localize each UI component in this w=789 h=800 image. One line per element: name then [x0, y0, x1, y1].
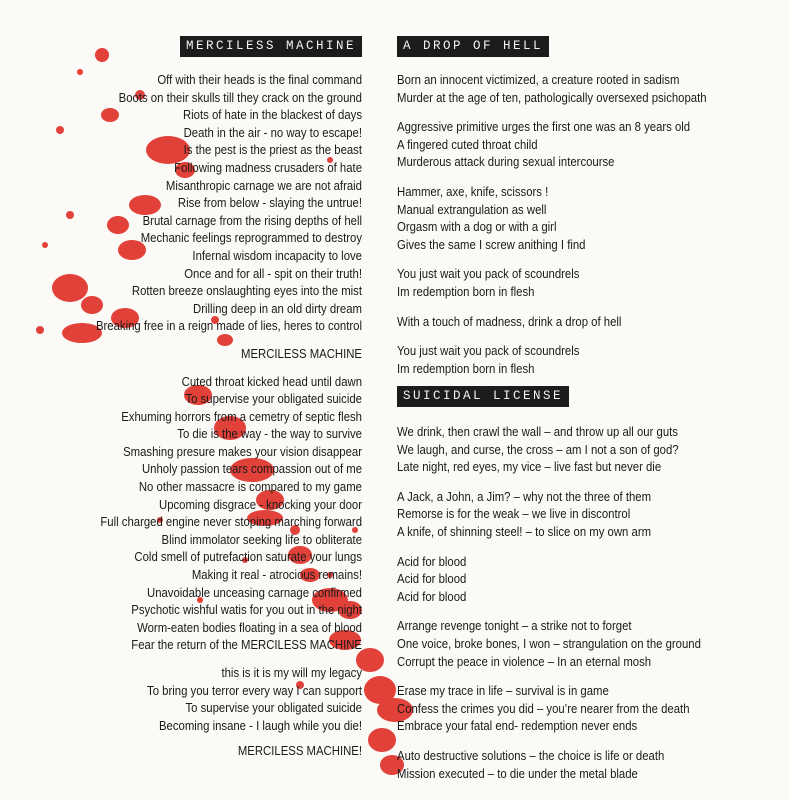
lyric-stanza [10, 345, 362, 363]
lyric-line: Off with their heads is the final command [157, 72, 362, 87]
lyric-line: Corrupt the peace in violence – In an eternal mosh [397, 653, 652, 669]
lyric-line: Erase my trace in life – survival is in game [397, 683, 609, 699]
lyric-line: Following madness crusaders of hate [174, 159, 362, 175]
lyric-line: MERCILESS MACHINE [240, 345, 362, 361]
lyric-line: Worm-eaten bodies floating in a sea of blood [137, 619, 362, 635]
lyric-stanza [10, 664, 362, 734]
lyric-stanza [397, 118, 782, 171]
lyric-line: Embrace your fatal end- redemption never ends [397, 718, 638, 734]
lyric-line: Rise from below - slaying the untrue! [177, 195, 362, 211]
song-header [10, 36, 362, 57]
a-drop-of-hell-column [397, 36, 782, 377]
lyric-line: Fear the return of the MERCILESS MACHINE [131, 637, 362, 653]
lyric-stanza [397, 265, 782, 300]
lyric-line: A Jack, a John, a Jim? – why not the three of them [397, 488, 652, 504]
suicidal-license-column [397, 386, 782, 782]
lyric-line: Gives the same I screw anithing I find [397, 236, 586, 252]
lyric-stanza [397, 747, 782, 782]
lyric-line: No other massacre is compared to my game [138, 479, 362, 495]
lyric-stanza [397, 183, 782, 253]
lyric-line: Rotten breeze onslaughting eyes into the mist [131, 283, 362, 299]
lyric-line: Infernal wisdom incapacity to love [192, 247, 362, 263]
lyric-line: Death in the air - no way to escape! [183, 124, 362, 140]
lyric-stanza [397, 488, 782, 541]
lyric-line: Misanthropic carnage we are not afraid [165, 177, 362, 193]
lyric-line: Hammer, axe, knife, scissors ! [397, 183, 549, 199]
lyric-line: Im redemption born in flesh [397, 360, 535, 376]
lyric-line: Acid for blood [397, 571, 467, 587]
lyric-line: Blind immolator seeking life to obliterate [161, 531, 362, 547]
lyric-line: Becoming insane - I laugh while you die! [158, 717, 362, 733]
lyric-line: Acid for blood [397, 553, 467, 569]
lyric-stanza [397, 423, 782, 476]
lyric-line: Once and for all - spit on their truth! [184, 265, 362, 281]
lyric-line: Upcoming disgrace - knocking your door [159, 496, 362, 512]
suicidal-license-title: SUICIDAL LICENSE [397, 386, 569, 407]
lyric-line: Mechanic feelings reprogrammed to destroy [140, 230, 362, 246]
lyric-line: To supervise your obligated suicide [185, 700, 362, 716]
lyric-line: Boots on their skulls till they crack on the ground [118, 89, 362, 105]
lyric-line: Breaking free in a reign made of lies, heres to control [95, 318, 363, 334]
lyric-line: Unholy passion tears compassion out of me [141, 461, 362, 477]
lyric-line: Exhuming horrors from a cemetry of septic flesh [121, 408, 362, 424]
lyric-line: Orgasm with a dog or with a girl [397, 219, 557, 235]
lyric-line: To supervise your obligated suicide [185, 391, 362, 407]
lyric-stanza [397, 71, 782, 106]
lyric-stanza [10, 71, 362, 335]
lyric-stanza [10, 742, 362, 760]
lyric-line: You just wait you pack of scoundrels [397, 343, 580, 359]
lyric-line: Im redemption born in flesh [397, 283, 535, 299]
lyric-stanza [397, 553, 782, 606]
lyric-line: Psychotic wishful watis for you out in the night [131, 602, 362, 618]
lyric-line: Drilling deep in an old dirty dream [193, 300, 362, 316]
lyric-line: Remorse is for the weak – we live in discontrol [397, 506, 631, 522]
lyric-stanza [397, 682, 782, 735]
lyric-line: Arrange revenge tonight – a strike not to forget [397, 618, 632, 634]
lyric-line: Is the pest is the priest as the beast [183, 142, 362, 158]
lyric-line: this is it is my will my legacy [221, 665, 362, 680]
lyric-line: Making it real - atrocious remains! [191, 567, 362, 583]
lyric-line: MERCILESS MACHINE! [237, 743, 362, 759]
lyric-line: You just wait you pack of scoundrels [397, 266, 580, 282]
lyric-stanza [10, 373, 362, 655]
lyric-line: Murderous attack during sexual intercourse [397, 154, 615, 170]
lyric-stanza [397, 342, 782, 377]
lyric-line: A fingered cuted throat child [397, 136, 538, 152]
lyric-stanza [397, 313, 782, 331]
lyric-line: One voice, broke bones, I won – strangulation on the ground [397, 635, 701, 651]
lyric-line: We drink, then crawl the wall – and throw up all our guts [397, 424, 678, 439]
lyric-line: Riots of hate in the blackest of days [182, 107, 362, 123]
lyric-line: To bring you terror every way I can support [147, 682, 362, 698]
lyric-line: Mission executed – to die under the metal blade [397, 765, 638, 781]
merciless-machine-column [10, 36, 362, 760]
lyric-line: Unavoidable unceasing carnage confirmed [147, 584, 362, 600]
lyric-line: Murder at the age of ten, pathologically oversexed psichopath [397, 89, 707, 105]
merciless-machine-title: MERCILESS MACHINE [180, 36, 362, 57]
lyric-line: Confess the crimes you did – you’re nearer from the death [397, 700, 690, 716]
lyric-line: Acid for blood [397, 588, 467, 604]
lyric-stanza [397, 617, 782, 670]
lyric-line: Late night, red eyes, my vice – live fast but never die [397, 459, 662, 475]
lyric-line: Cuted throat kicked head until dawn [181, 373, 362, 389]
lyric-line: A knife, of shinning steel! – to slice on my own arm [397, 523, 652, 539]
song-header [397, 36, 782, 57]
a-drop-of-hell-title: A DROP OF HELL [397, 36, 549, 57]
lyric-line: With a touch of madness, drink a drop of hell [397, 313, 622, 329]
lyric-line: Manual extrangulation as well [397, 201, 547, 217]
lyric-line: Auto destructive solutions – the choice is life or death [397, 747, 665, 763]
lyric-line: We laugh, and curse, the cross – am I not a son of god? [397, 441, 679, 457]
lyric-line: Cold smell of putrefaction saturate your lungs [134, 549, 362, 565]
song-header [397, 386, 782, 407]
lyric-line: Aggressive primitive urges the first one was an 8 years old [397, 119, 691, 135]
lyric-line: Smashing presure makes your vision disappear [123, 443, 362, 459]
lyric-line: Full charged engine never stoping marching forward [100, 514, 362, 530]
lyric-line: To die is the way - the way to survive [177, 426, 362, 442]
lyric-line: Born an innocent victimized, a creature rooted in sadism [397, 72, 680, 87]
lyric-line: Brutal carnage from the rising depths of hell [142, 212, 362, 228]
